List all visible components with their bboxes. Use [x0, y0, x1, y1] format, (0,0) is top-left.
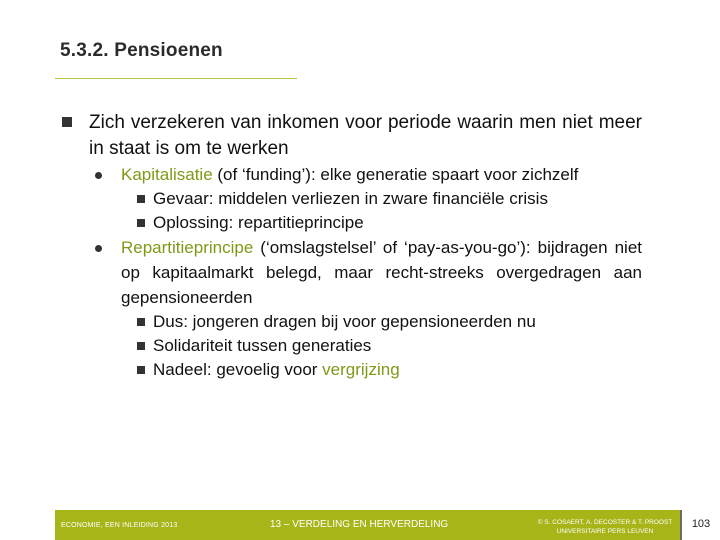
slide-content [62, 110, 642, 382]
bullet-level2 [62, 162, 642, 187]
bullet-text: Dus: jongeren dragen bij voor gepensioneerden nu [153, 312, 536, 331]
square-bullet-icon [137, 195, 145, 203]
page-number: 103 [680, 510, 720, 540]
square-bullet-icon [62, 117, 72, 127]
square-bullet-icon [137, 342, 145, 350]
title-underline [55, 78, 297, 79]
square-bullet-icon [137, 366, 145, 374]
bullet-text: (of ‘funding’): elke generatie spaart voor zichzelf [212, 165, 579, 184]
bullet-level3 [62, 310, 642, 334]
bullet-level3 [62, 187, 642, 211]
bullet-level2 [62, 235, 642, 310]
bullet-level3 [62, 358, 642, 382]
bullet-level1 [62, 110, 642, 162]
footer-copyright [535, 518, 675, 536]
footer-chapter: 13 – VERDELING EN HERVERDELING [270, 519, 449, 530]
highlight-term: vergrijzing [322, 360, 400, 379]
slide-title: 5.3.2. Pensioenen [60, 40, 223, 61]
footer-authors: © S. COSAERT, A. DECOSTER & T. PROOST [537, 519, 673, 526]
footer-publisher: UNIVERSITAIRE PERS LEUVEN [556, 528, 654, 535]
highlight-term: Repartitieprincipe [121, 238, 254, 257]
footer-bar [55, 510, 680, 540]
bullet-level3 [62, 211, 642, 235]
bullet-text: Solidariteit tussen generaties [153, 336, 372, 355]
footer-course: ECONOMIE, EEN INLEIDING 2013 [61, 522, 178, 529]
bullet-text: (‘omslagstelsel’ of ‘pay-as-you-go’): bijdragen niet op kapitaalmarkt belegd, maar recht-streeks overgedragen aan gepensioneerden [121, 238, 642, 307]
bullet-level3 [62, 334, 642, 358]
round-bullet-icon [95, 245, 102, 252]
round-bullet-icon [95, 172, 102, 179]
square-bullet-icon [137, 219, 145, 227]
bullet-text: Oplossing: repartitieprincipe [153, 213, 364, 232]
square-bullet-icon [137, 318, 145, 326]
bullet-text: Gevaar: middelen verliezen in zware financiële crisis [153, 189, 548, 208]
bullet-text: Nadeel: gevoelig voor [153, 360, 323, 379]
bullet-text: Zich verzekeren van inkomen voor periode waarin men niet meer in staat is om te werken [89, 112, 642, 159]
highlight-term: Kapitalisatie [121, 165, 213, 184]
